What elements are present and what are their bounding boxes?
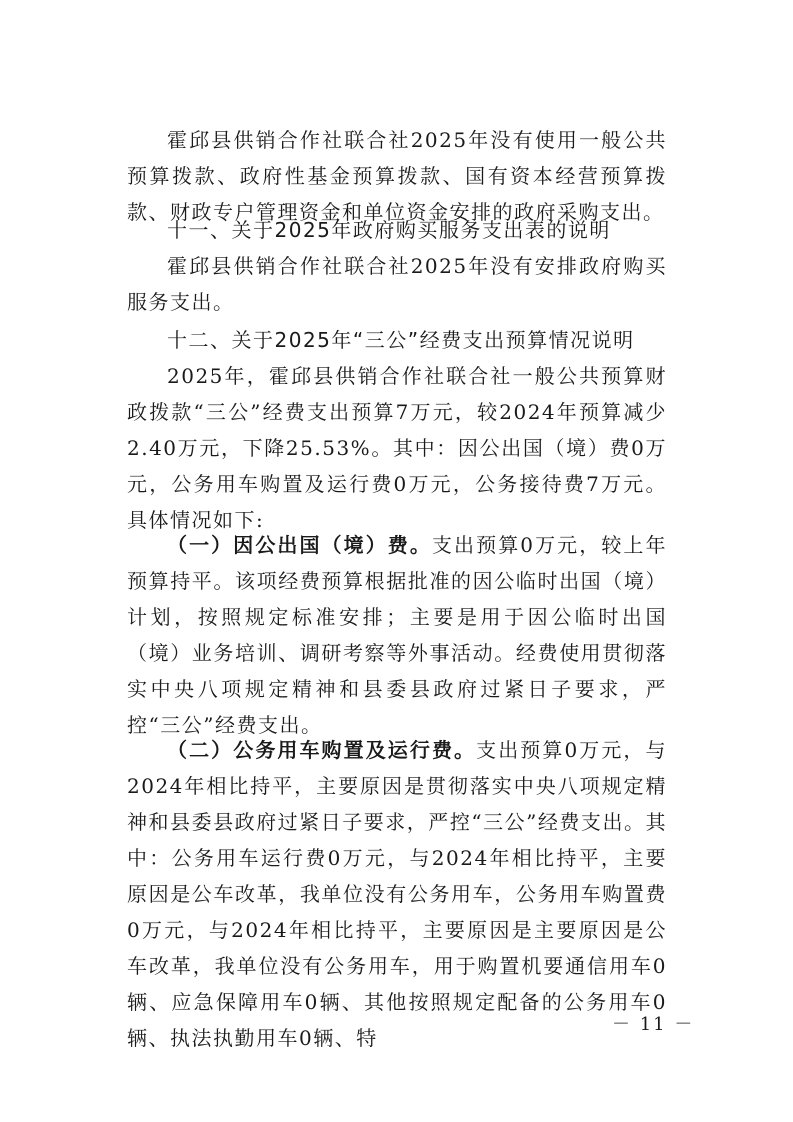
vehicle-expense-body: 支出预算0万元，与2024年相比持平，主要原因是贯彻落实中央八项规定精神和县委县政府过紧日子要求，严控“三公”经费支出。其中：公务用车运行费0万元，与2024年相比持平，主要原因是公车改革，我单位没有公务用车，公务用车购置费0万元，与2024年相比持平，主要原因是主要原因是公车改革，我单位没有公务用车，用于购置机要通信用车0辆、应急保障用车0辆、其他按照规定配备的公务用车0辆、执法执勤用车0辆、特 [127,738,667,1050]
overseas-expense-body: 支出预算0万元，较上年预算持平。该项经费预算根据批准的因公临时出国（境）计划，按照规定标准安排；主要是用于因公临时出国（境）业务培训、调研考察等外事活动。经费使用贯彻落实中央八项规定精神和县委县政府过紧日子要求，严控“三公”经费支出。 [127,533,667,737]
page-number: － 11 － [612,1014,695,1035]
paragraph-three-public-summary: 2025年，霍邱县供销合作社联合社一般公共预算财政拨款“三公”经费支出预算7万元，较2024年预算减少2.40万元，下降25.53%。其中：因公出国（境）费0万元，公务用车购置及运行费0万元，公务接待费7万元。具体情况如下: [127,364,667,532]
section-heading-12: 十二、关于2025年“三公”经费支出预算情况说明 [167,328,635,352]
paragraph-overseas-expense [127,527,667,743]
paragraph-procurement: 霍邱县供销合作社联合社2025年没有使用一般公共预算拨款、政府性基金预算拨款、国有资本经营预算拨款、财政专户管理资金和单位资金安排的政府采购支出。 [127,128,667,224]
paragraph-service-purchase: 霍邱县供销合作社联合社2025年没有安排政府购买服务支出。 [127,254,667,314]
paragraph-vehicle-expense [127,732,667,1056]
overseas-expense-lead: （一）因公出国（境）费。 [167,533,432,557]
vehicle-expense-lead: （二）公务用车购置及运行费。 [167,738,477,762]
section-heading-11: 十一、关于2025年政府购买服务支出表的说明 [167,218,611,242]
